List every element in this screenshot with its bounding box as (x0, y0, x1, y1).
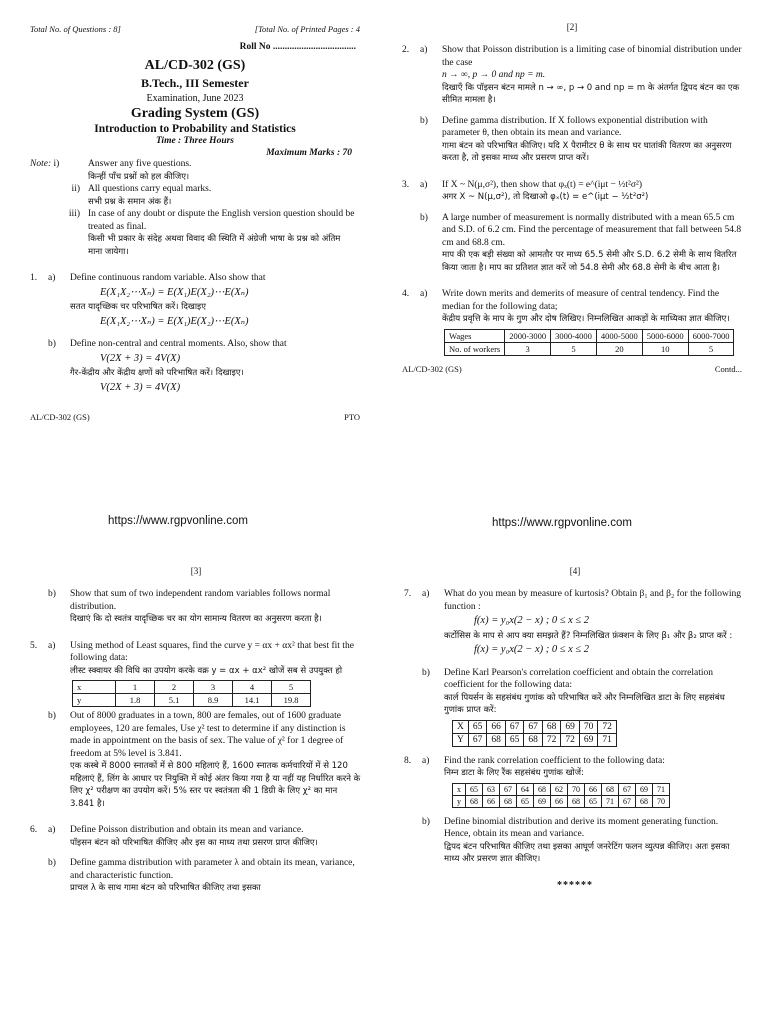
table-header-cell: 2000-3000 (505, 329, 551, 342)
correlation-table (452, 720, 617, 747)
question-text-hi: द्विपद बंटन परिभाषित कीजिए तथा इसका आघूर्ण जनरेटिंग फलन व्युत्पन्न कीजिए। अतः इसका माध्य और प्रसरण ज्ञात कीजिए। (444, 841, 730, 864)
question-part: b) (422, 816, 430, 827)
table-row-label: No. of workers (445, 342, 505, 355)
table-row-label: y (73, 694, 116, 707)
equation: f(x) = y₀x(2 − x) ; 0 ≤ x ≤ 2 (474, 615, 590, 626)
table-cell: 68 (636, 795, 653, 807)
table-cell: 64 (517, 783, 534, 795)
question-text-en: Show that sum of two independent random variables follows normal distribution. (70, 589, 331, 612)
table-cell: 72 (542, 733, 561, 746)
page-4 (404, 566, 746, 1024)
paper-code: AL/CD-302 (GS) (144, 58, 246, 73)
table-row (453, 733, 617, 746)
table-cell: 71 (598, 733, 617, 746)
instructions (30, 158, 360, 258)
table-cell: 67 (505, 720, 524, 733)
question-text-en: Define Karl Pearson's correlation coefficient and obtain the correlation coefficient for the following data: (444, 667, 714, 690)
table-cell: 66 (551, 795, 568, 807)
note-en: Answer any five questions. (88, 159, 192, 169)
question-text-hi: एक कस्बे में 8000 स्नातकों में से 800 महिलाएं हैं, 1600 स्नातक कर्मचारियों में से 120 महिलाएं हैं, लिंग के आधार पर नियुक्ति में कोई अंतर किया गया है या नहीं यह निर्धारित करने के लिए χ² परीक्षण का उपयोग करें। 5% स्तर पर स्वतंत्रता की 1 डिग्री के लिए χ² का मान 3.841 है। (70, 761, 361, 809)
table-cell: 1 (116, 681, 155, 694)
table-cell: 20 (596, 342, 642, 355)
question-text-hi: कार्ल पियर्सन के सहसंबंध गुणांक को परिभाषित करें और निम्नलिखित डाटा के लिए सहसंबंध गुणांक प्राप्त करें: (444, 692, 725, 715)
website-url: https://www.rgpvonline.com (492, 517, 632, 529)
note-num: i) (53, 159, 60, 169)
website-url: https://www.rgpvonline.com (108, 515, 248, 527)
table-cell: 67 (619, 783, 636, 795)
total-pages: [Total No. of Printed Pages : 4 (254, 24, 360, 34)
time-allowed: Time : Three Hours (155, 136, 235, 146)
course-title: Introduction to Probability and Statistics (94, 123, 296, 135)
wages-table (444, 329, 734, 356)
table-cell: 62 (551, 783, 568, 795)
question-number: 1. (30, 273, 38, 283)
table-cell: 66 (585, 783, 602, 795)
table-header-cell: 5000-6000 (642, 329, 688, 342)
table-cell: 68 (568, 795, 585, 807)
page-footer (30, 412, 360, 422)
table-cell: 19.8 (272, 694, 311, 707)
table-cell: 70 (653, 795, 670, 807)
question-text-en: Write down merits and demerits of measure of central tendency. Find the median for the following data; (442, 289, 720, 312)
condition: n → ∞, p → 0 and np = m. (442, 70, 546, 80)
question-part: a) (420, 179, 428, 190)
question-number: 4. (402, 289, 410, 299)
note-en: In case of any doubt or dispute the English version question should be treated as final. (88, 209, 355, 232)
question-6b (30, 857, 362, 895)
table-cell: 66 (487, 720, 506, 733)
question-part: b) (420, 115, 428, 126)
equation: E(X₁X₂⋯Xₙ) = E(X₁)E(X₂)⋯E(Xₙ) (100, 315, 249, 327)
table-cell: 65 (466, 783, 483, 795)
question-5a (30, 640, 362, 678)
question-text-hi: कर्टोसिस के माप से आप क्या समझते हैं? निम्नलिखित फ़ंक्शन के लिए β₁ और β₂ प्राप्त करें : (444, 630, 733, 641)
table-cell: 8.9 (194, 694, 233, 707)
rank-correlation-table (452, 783, 670, 808)
question-text-en: A large number of measurement is normally distributed with a mean 65.5 cm and S.D. of 6.2 cm. Find the percentage of measurement that fall between 54.8 cm and 68.8 cm. (442, 212, 742, 248)
note-hi: सभी प्रश्न के समान अंक हैं। (88, 196, 172, 207)
table-cell: 65 (468, 720, 487, 733)
question-text-hi: गामा बंटन को परिभाषित कीजिए। यदि X पैरामीटर θ के साथ घर घातांकी वितरण का अनुसरण करता है, तो इसका माध्य और प्रसरण प्राप्त करें। (442, 140, 732, 163)
grading-system: Grading System (GS) (130, 106, 260, 121)
note-num: ii) (71, 184, 80, 194)
question-4b (30, 588, 362, 626)
table-row (453, 783, 670, 795)
table-cell: 2 (155, 681, 194, 694)
table-cell: 69 (636, 783, 653, 795)
table-row (445, 329, 734, 342)
table-cell: 65 (517, 795, 534, 807)
equation: f(x) = y₀x(2 − x) ; 0 ≤ x ≤ 2 (474, 644, 590, 655)
table-header-cell: 4000-5000 (596, 329, 642, 342)
table-cell: 67 (468, 733, 487, 746)
table-header-cell: Wages (445, 329, 505, 342)
equation: V(2X + 3) = 4V(X) (100, 352, 181, 364)
question-1b (30, 338, 360, 396)
table-cell: 72 (561, 733, 580, 746)
table-cell: 14.1 (233, 694, 272, 707)
page-2 (402, 22, 742, 532)
table-header-cell: 6000-7000 (688, 329, 734, 342)
question-number: 7. (404, 589, 412, 599)
table-row-label: Y (453, 733, 469, 746)
table-cell: 68 (487, 733, 506, 746)
page-footer (402, 364, 742, 374)
question-text-en: What do you mean by measure of kurtosis? Obtain β₁ and β₂ for the following function : (444, 589, 742, 612)
question-part: b) (48, 711, 56, 721)
question-8a (404, 755, 746, 780)
question-text-en: Out of 8000 graduates in a town, 800 are females, out of 1600 graduate employees, 120 are females, Use χ² test to determine if any distinction is made in appointment on the basis of sex. The value of χ² for 1 degree of freedom at 5% level is 3.841. (70, 711, 346, 759)
table-row (453, 795, 670, 807)
question-text-hi: लीस्ट स्क्वायर की विधि का उपयोग करके वक्र y = αx + αx² खोजें सब से उपयुक्त हो (70, 665, 343, 676)
question-number: 8. (404, 755, 412, 766)
table-cell: 68 (500, 795, 517, 807)
table-cell: 4 (233, 681, 272, 694)
question-text-hi: अगर X ~ N(μ,σ²), तो दिखाओ φₓ(t) = e^(iμt − ½t²σ²) (442, 192, 649, 202)
total-questions: Total No. of Questions : 8] (30, 24, 121, 34)
question-text-hi: केंद्रीय प्रवृत्ति के माप के गुण और दोष लिखिए। निम्नलिखित आकड़ों के माध्यिका ज्ञात कीजिए। (442, 314, 730, 324)
page-header (30, 24, 360, 34)
question-text-hi: निम्न डाटा के लिए रैंक सहसंबंध गुणांक खोजें: (444, 768, 584, 778)
page-3 (30, 566, 362, 1024)
max-marks: Maximum Marks : 70 (266, 148, 352, 158)
question-text-hi: गैर-केंद्रीय और केंद्रीय क्षणों को परिभाषित करें। दिखाइए। (70, 368, 244, 378)
question-text-hi: पॉइसन बंटन को परिभाषित कीजिए और इस का माध्य तथा प्रसरण प्राप्त कीजिए। (70, 837, 318, 848)
note-num: iii) (68, 209, 80, 219)
footer-pto: PTO (344, 412, 360, 422)
question-part: a) (422, 589, 430, 599)
question-5b (30, 710, 362, 810)
question-7a (404, 588, 746, 659)
table-cell: 5 (688, 342, 734, 355)
table-cell: 71 (602, 795, 619, 807)
table-cell: 65 (505, 733, 524, 746)
table-cell: 68 (602, 783, 619, 795)
question-part: a) (420, 289, 428, 299)
question-text-en: Define Poisson distribution and obtain its mean and variance. (70, 825, 304, 835)
question-text-hi: माप की एक बड़ी संख्या को आमतौर पर माध्य 65.5 सेमी और S.D. 6.2 सेमी के साथ वितरित किया जाता है। माप का प्रतिशत ज्ञात करें जो 54.8 सेमी और 68.8 सेमी के बीच आता है। (442, 250, 737, 273)
table-cell: 69 (534, 795, 551, 807)
table-cell: 72 (598, 720, 617, 733)
question-part: a) (48, 640, 56, 651)
table-cell: 71 (653, 783, 670, 795)
footer-code: AL/CD-302 (GS) (30, 412, 90, 422)
end-of-paper-mark: ****** (557, 879, 593, 891)
question-text-en: Define continuous random variable. Also show that (70, 273, 266, 283)
question-number: 2. (402, 45, 410, 55)
table-header-cell: 3000-4000 (551, 329, 597, 342)
question-text-en: Define gamma distribution with parameter λ and obtain its mean, variance, and characteristic function. (70, 858, 355, 881)
table-row-label: X (453, 720, 469, 733)
note-en: All questions carry equal marks. (88, 184, 212, 194)
table-cell: 63 (483, 783, 500, 795)
question-number: 5. (30, 640, 38, 651)
question-text-en: Define gamma distribution. If X follows exponential distribution with parameter θ, then obtain its mean and variance. (442, 115, 708, 138)
question-text-hi: सतत यादृच्छिक चर परिभाषित करें। दिखाइए (70, 302, 206, 312)
question-1a (30, 272, 360, 330)
table-cell: 69 (579, 733, 598, 746)
question-8b (404, 816, 746, 866)
page-number: [4] (569, 566, 581, 576)
table-cell: 68 (534, 783, 551, 795)
question-text-en: If X ~ N(μ,σ²), then show that φₓ(t) = e^(iμt − ½t²σ²) (442, 179, 642, 190)
footer-contd: Contd... (714, 363, 742, 374)
note-label: Note: (30, 159, 52, 169)
question-part: b) (48, 858, 56, 868)
table-cell: 67 (500, 783, 517, 795)
table-cell: 10 (642, 342, 688, 355)
table-cell: 3 (194, 681, 233, 694)
table-cell: 67 (524, 720, 543, 733)
table-cell: 68 (466, 795, 483, 807)
question-part: a) (48, 825, 56, 835)
table-row-label: y (453, 795, 466, 807)
question-text-en: Show that Poisson distribution is a limiting case of binomial distribution under the case (442, 45, 742, 68)
table-cell: 66 (483, 795, 500, 807)
question-2b (402, 115, 742, 165)
question-part: b) (48, 589, 56, 599)
table-row-label: x (453, 783, 466, 795)
table-cell: 68 (542, 720, 561, 733)
question-part: a) (420, 45, 428, 55)
question-part: a) (422, 755, 430, 766)
question-part: a) (48, 273, 56, 283)
question-part: b) (420, 212, 428, 223)
table-cell: 69 (561, 720, 580, 733)
question-4a (402, 288, 742, 326)
footer-code: AL/CD-302 (GS) (402, 363, 462, 374)
table-row (445, 342, 734, 355)
table-cell: 5 (272, 681, 311, 694)
page-number: [3] (190, 566, 202, 576)
note-hi: किन्हीं पाँच प्रश्नों को हल कीजिए। (88, 171, 190, 182)
question-3b (402, 212, 742, 275)
question-6a (30, 824, 362, 849)
question-text-en: Define binomial distribution and derive its moment generating function. Hence, obtain its mean and variance. (444, 816, 719, 839)
table-row (73, 694, 311, 707)
table-cell: 3 (505, 342, 551, 355)
table-cell: 5.1 (155, 694, 194, 707)
question-2a (402, 44, 742, 107)
table-cell: 65 (585, 795, 602, 807)
equation: V(2X + 3) = 4V(X) (100, 381, 181, 393)
table-cell: 70 (568, 783, 585, 795)
table-row (453, 720, 617, 733)
table-cell: 70 (579, 720, 598, 733)
semester: B.Tech., III Semester (141, 76, 249, 90)
question-text-hi: दिखाएं कि दो स्वतंत्र यादृच्छिक चर का योग सामान्य वितरण का अनुसरण करता है। (70, 614, 322, 624)
question-text-en: Find the rank correlation coefficient to the following data: (444, 755, 665, 766)
question-part: b) (48, 339, 56, 349)
exam-session: Examination, June 2023 (146, 93, 244, 104)
table-row-label: x (73, 681, 116, 694)
table-cell: 1.8 (116, 694, 155, 707)
xy-data-table (72, 680, 311, 707)
question-number: 6. (30, 825, 38, 835)
question-7b (404, 667, 746, 717)
page-1 (30, 24, 360, 524)
roll-no-field: Roll No ................................... (239, 42, 356, 52)
table-cell: 5 (551, 342, 597, 355)
table-row (73, 681, 311, 694)
question-text-hi: दिखाएँ कि पॉइसन बंटन मामले n → ∞, p → 0 and np = m के अंतर्गत द्विपद बंटन का एक सीमित मामला है। (442, 82, 740, 105)
question-text-en: Using method of Least squares, find the curve y = αx + αx² that best fit the following data: (70, 640, 354, 663)
page-number: [2] (566, 22, 578, 32)
table-cell: 67 (619, 795, 636, 807)
question-text-hi: प्राचल λ के साथ गामा बंटन को परिभाषित कीजिए तथा इसका (70, 883, 261, 893)
note-hi: किसी भी प्रकार के संदेह अथवा विवाद की स्थिति में अंग्रेजी भाषा के प्रश्न को अंतिम माना जायेगा। (88, 234, 341, 257)
question-text-en: Define non-central and central moments. Also, show that (70, 339, 287, 349)
question-3a (402, 179, 742, 204)
equation: E(X₁X₂⋯Xₙ) = E(X₁)E(X₂)⋯E(Xₙ) (100, 286, 249, 298)
table-cell: 68 (524, 733, 543, 746)
question-part: b) (422, 667, 430, 678)
question-number: 3. (402, 179, 410, 190)
